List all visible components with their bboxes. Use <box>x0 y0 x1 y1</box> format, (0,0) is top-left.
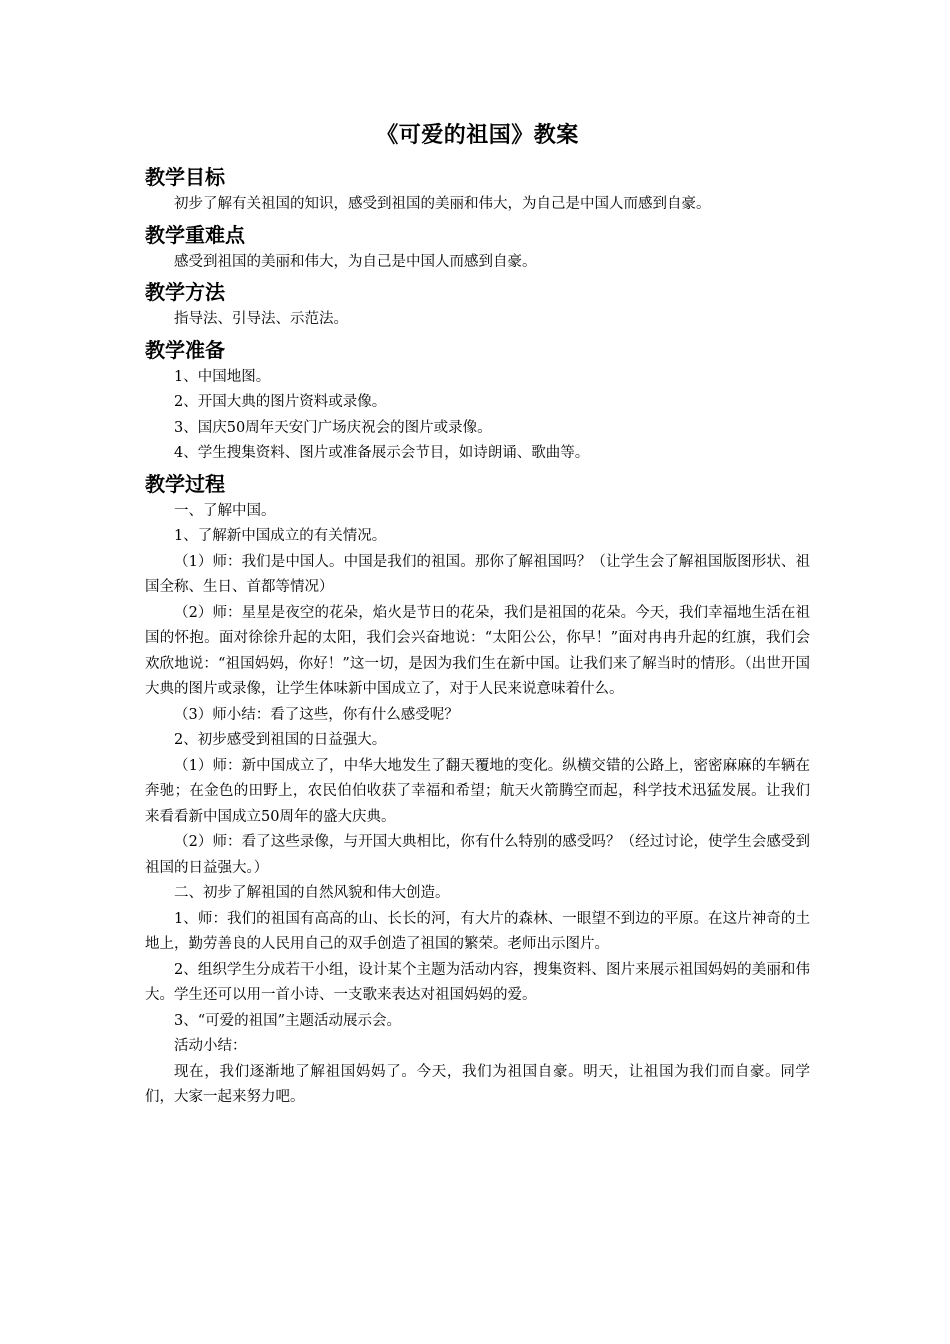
process-paragraph: 二、初步了解祖国的自然风貌和伟大创造。 <box>174 885 450 901</box>
document-title: 《可爱的祖国》教案 <box>376 123 579 148</box>
section-heading-key: 教学重难点 <box>145 222 245 247</box>
process-paragraph: （2）师：星星是夜空的花朵，焰火是节日的花朵，我们是祖国的花朵。今天，我们幸福地生活在祖国的怀抱。面对徐徐升起的太阳，我们会兴奋地说：“太阳公公，你早！”面对冉冉升起的红旗，我们会欢欣地说：“祖国妈妈，你好！”这一切，是因为我们生在新中国。让我们来了解当时的情形。（出世开国大典的图片或录像，让学生体味新中国成立了，对于人民来说意味着什么。 <box>145 604 810 697</box>
process-paragraph: 现在，我们逐渐地了解祖国妈妈了。今天，我们为祖国自豪。明天，让祖国为我们而自豪。同学们，大家一起来努力吧。 <box>145 1063 810 1105</box>
process-paragraph: （1）师：我们是中国人。中国是我们的祖国。那你了解祖国吗？（让学生会了解祖国版图形状、祖国全称、生日、首都等情况） <box>145 553 810 595</box>
prep-item: 1、中国地图。 <box>174 368 271 385</box>
goal-text: 初步了解有关祖国的知识，感受到祖国的美丽和伟大，为自己是中国人而感到自豪。 <box>174 196 711 212</box>
process-paragraph: （3）师小结：看了这些，你有什么感受呢？ <box>174 706 459 723</box>
prep-item: 3、国庆50周年天安门广场庆祝会的图片或录像。 <box>174 419 492 436</box>
process-paragraph: 一、了解中国。 <box>174 502 276 519</box>
process-paragraph: （2）师：看了这些录像，与开国大典相比，你有什么特别的感受吗？（经过讨论，使学生会感受到祖国的日益强大。） <box>145 834 810 876</box>
process-paragraph: 2、初步感受到祖国的日益强大。 <box>174 732 387 748</box>
prep-item: 4、学生搜集资料、图片或准备展示会节目，如诗朗诵、歌曲等。 <box>174 445 590 461</box>
section-heading-prep: 教学准备 <box>145 337 225 362</box>
process-paragraph: （1）师：新中国成立了，中华大地发生了翻天覆地的变化。纵横交错的公路上，密密麻麻的车辆在奔驰；在金色的田野上，农民伯伯收获了幸福和希望；航天火箭腾空而起，科学技术迅猛发展。让我们来看看新中国成立50周年的盛大庆典。 <box>145 757 810 825</box>
process-paragraph: 2、组织学生分成若干小组，设计某个主题为活动内容，搜集资料、图片来展示祖国妈妈的美丽和伟大。学生还可以用一首小诗、一支歌来表达对祖国妈妈的爱。 <box>145 961 810 1003</box>
method-text: 指导法、引导法、示范法。 <box>174 311 348 327</box>
process-paragraph: 活动小结： <box>174 1038 247 1054</box>
section-heading-process: 教学过程 <box>145 471 225 496</box>
key-text: 感受到祖国的美丽和伟大，为自己是中国人而感到自豪。 <box>174 253 537 270</box>
process-paragraph: 1、了解新中国成立的有关情况。 <box>174 528 387 544</box>
process-paragraph: 3、“可爱的祖国”主题活动展示会。 <box>174 1012 402 1029</box>
prep-item: 2、开国大典的图片资料或录像。 <box>174 394 387 410</box>
document-page <box>145 118 810 1111</box>
section-heading-goal: 教学目标 <box>145 165 225 189</box>
section-heading-method: 教学方法 <box>145 280 225 304</box>
process-paragraph: 1、师：我们的祖国有高高的山、长长的河，有大片的森林、一眼望不到边的平原。在这片神奇的土地上，勤劳善良的人民用自己的双手创造了祖国的繁荣。老师出示图片。 <box>145 910 810 952</box>
